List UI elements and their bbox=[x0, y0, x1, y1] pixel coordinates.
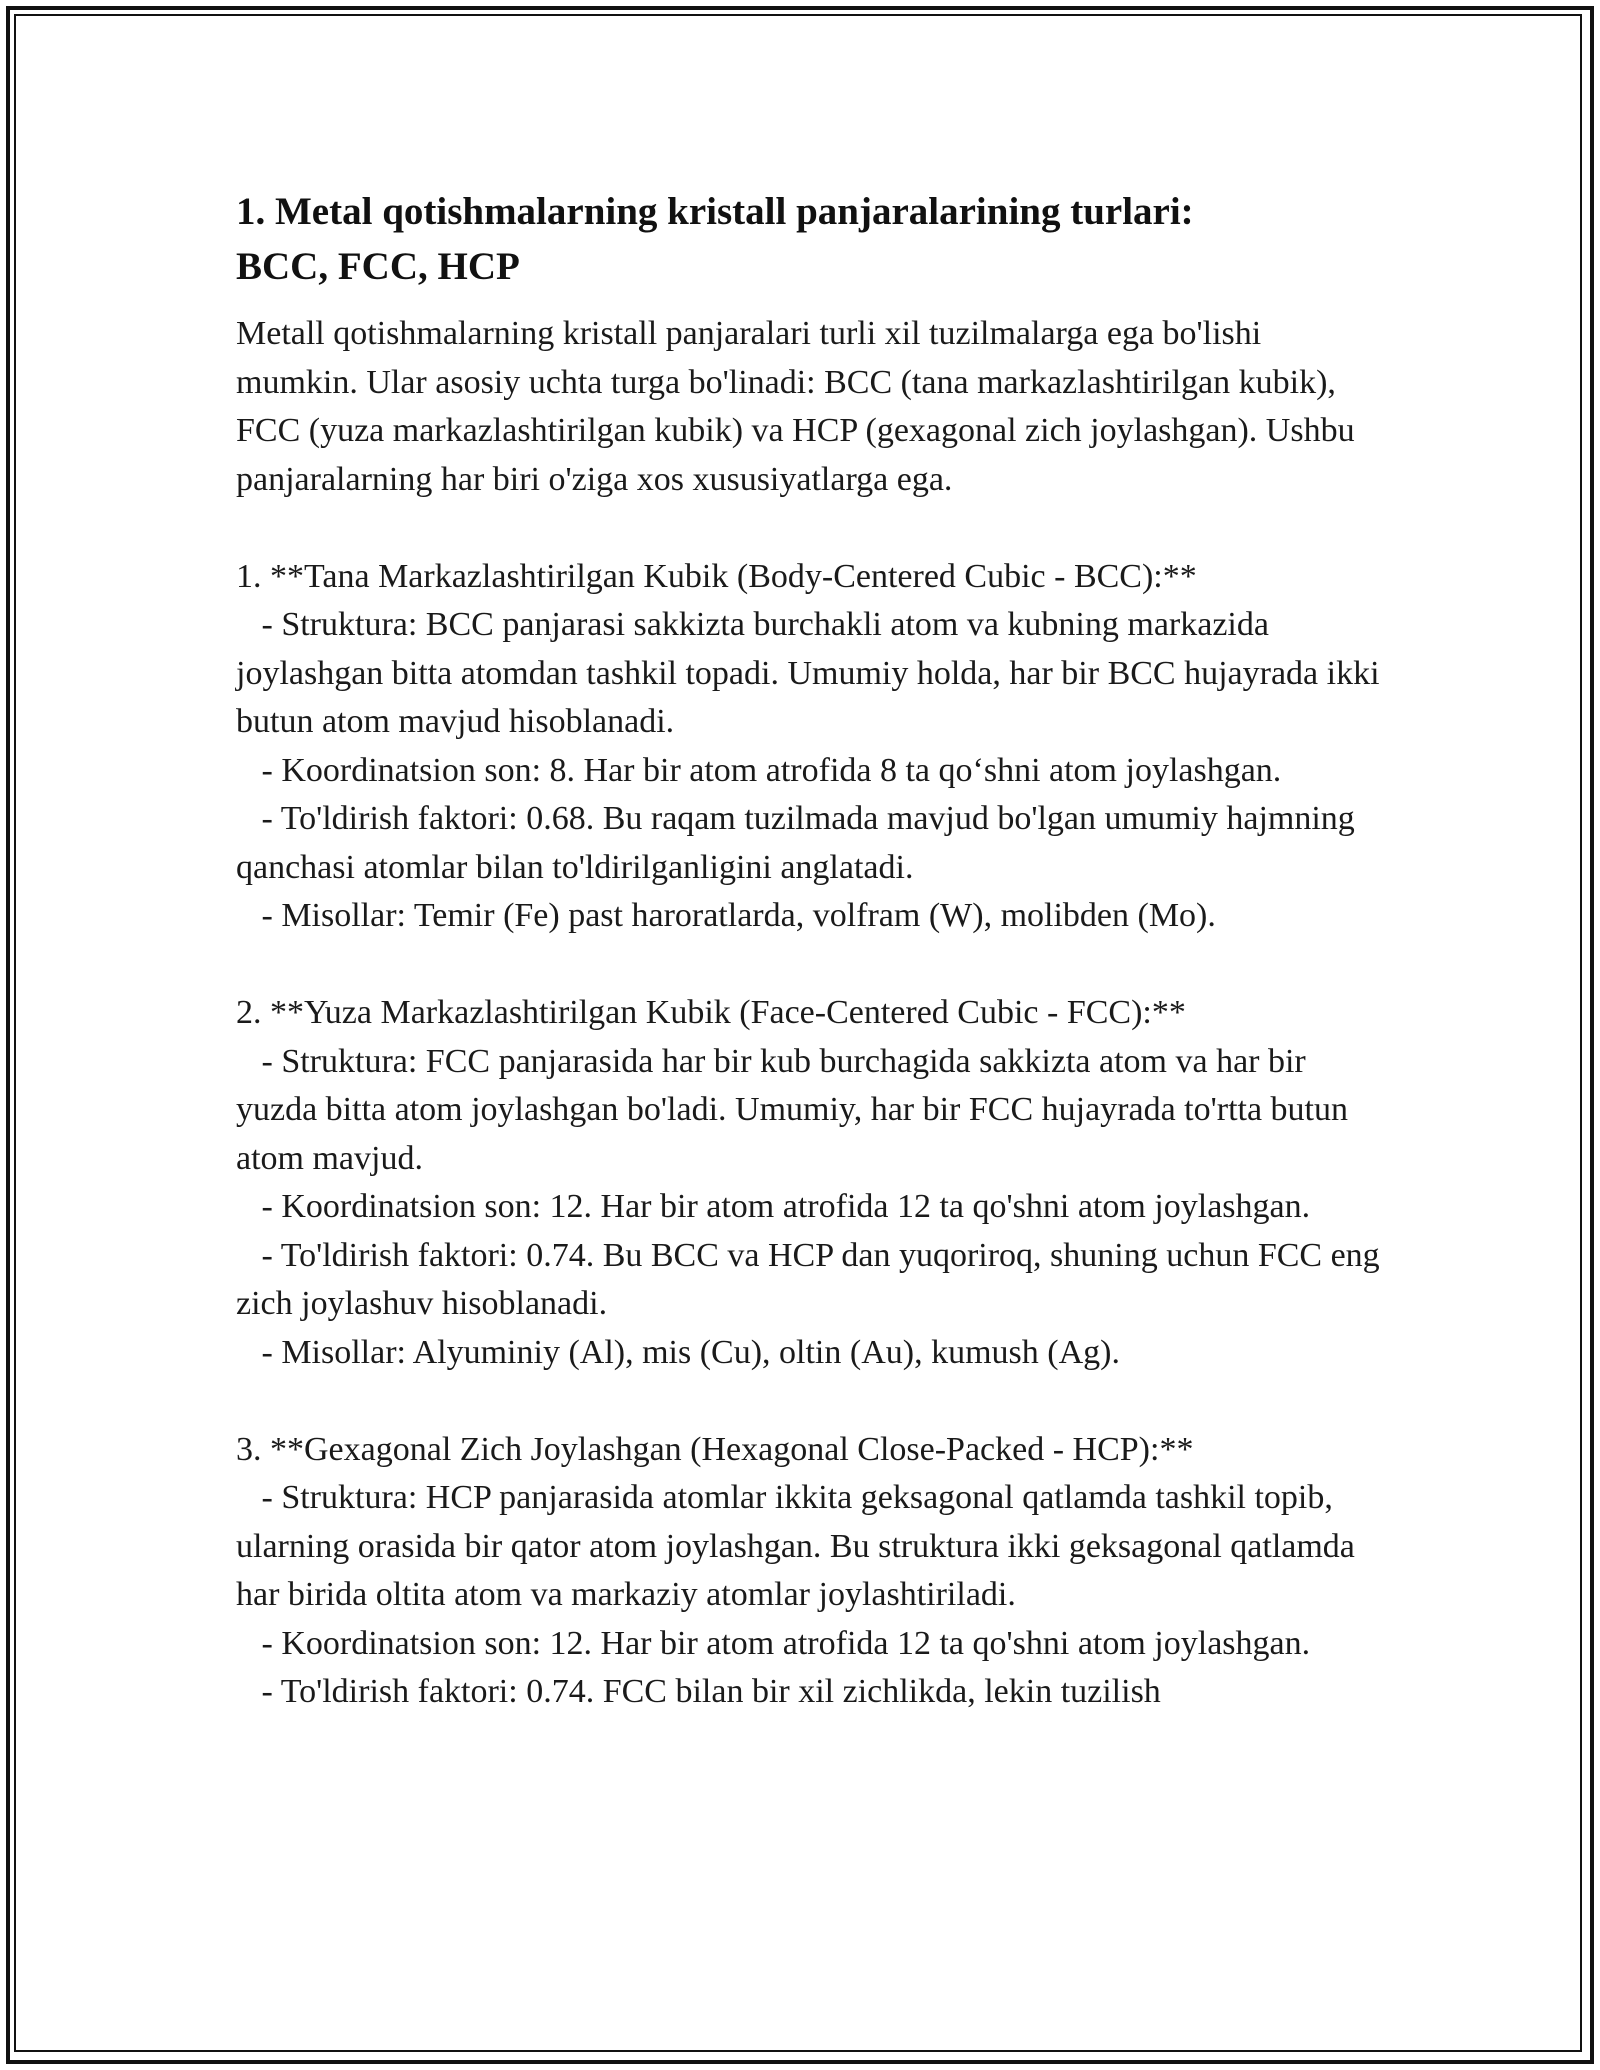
bcc-packing: - To'ldirish faktori: 0.68. Bu raqam tuzilmada mavjud bo'lgan umumiy hajmning qanchasi atomlar bilan to'ldirilganligini anglatadi. bbox=[236, 800, 1364, 886]
spacer bbox=[236, 1377, 1386, 1426]
heading-line-1: 1. Metal qotishmalarning kristall panjaralarining turlari: bbox=[236, 190, 1194, 233]
hcp-structure: - Struktura: HCP panjarasida atomlar ikkita geksagonal qatlamda tashkil topib, ularning orasida bir qator atom joylashgan. Bu struktura ikki geksagonal qatlamda har birida oltita atom va markaziy atomlar joylashtiriladi. bbox=[236, 1479, 1364, 1613]
spacer bbox=[236, 504, 1386, 553]
fcc-packing: - To'ldirish faktori: 0.74. Bu BCC va HCP dan yuqoriroq, shuning uchun FCC eng zich joylashuv hisoblanadi. bbox=[236, 1236, 1389, 1322]
fcc-coordination: - Koordinatsion son: 12. Har bir atom atrofida 12 ta qo'shni atom joylashgan. bbox=[236, 1188, 1311, 1225]
spacer bbox=[236, 941, 1386, 990]
fcc-examples: - Misollar: Alyuminiy (Al), mis (Cu), oltin (Au), kumush (Ag). bbox=[236, 1333, 1120, 1371]
bcc-section bbox=[236, 553, 1389, 941]
intro-paragraph: Metall qotishmalarning kristall panjaralari turli xil tuzilmalarga ega bo'lishi mumkin. Ular asosiy uchta turga bo'linadi: BCC (tana markazlashtirilgan kubik), FCC (yuza markazlashtirilgan kubik) va HCP (gexagonal zich joylashgan). Ushbu panjaralarning har biri o'ziga xos xususiyatlarga ega. bbox=[236, 315, 1364, 498]
bcc-coordination: - Koordinatsion son: 8. Har bir atom atrofida 8 ta qo‘shni atom joylashgan. bbox=[236, 751, 1282, 789]
bcc-structure: - Struktura: BCC panjarasi sakkizta burchakli atom va kubning markazida joylashgan bitta atomdan tashkil topadi. Umumiy holda, har bir BCC hujayrada ikki butun atom mavjud hisoblanadi. bbox=[236, 606, 1389, 740]
document-body bbox=[236, 184, 1389, 1717]
hcp-title: 3. **Gexagonal Zich Joylashgan (Hexagonal Close-Packed - HCP):** bbox=[236, 1430, 1194, 1468]
document-heading bbox=[236, 184, 1386, 294]
hcp-packing: - To'ldirish faktori: 0.74. FCC bilan bir xil zichlikda, lekin tuzilish bbox=[236, 1673, 1161, 1710]
bcc-examples: - Misollar: Temir (Fe) past haroratlarda, volfram (W), molibden (Mo). bbox=[236, 897, 1216, 934]
heading-line-2: BCC, FCC, HCP bbox=[236, 245, 520, 288]
fcc-section bbox=[236, 989, 1389, 1377]
hcp-coordination: - Koordinatsion son: 12. Har bir atom atrofida 12 ta qo'shni atom joylashgan. bbox=[236, 1624, 1311, 1662]
fcc-structure: - Struktura: FCC panjarasida har bir kub burchagida sakkizta atom va har bir yuzda bitta atom joylashgan bo'ladi. Umumiy, har bir FCC hujayrada to'rtta butun atom mavjud. bbox=[236, 1042, 1357, 1177]
hcp-section bbox=[236, 1426, 1386, 1717]
bcc-title: 1. **Tana Markazlashtirilgan Kubik (Body-Centered Cubic - BCC):** bbox=[236, 557, 1197, 595]
fcc-title: 2. **Yuza Markazlashtirilgan Kubik (Face-Centered Cubic - FCC):** bbox=[236, 994, 1186, 1031]
